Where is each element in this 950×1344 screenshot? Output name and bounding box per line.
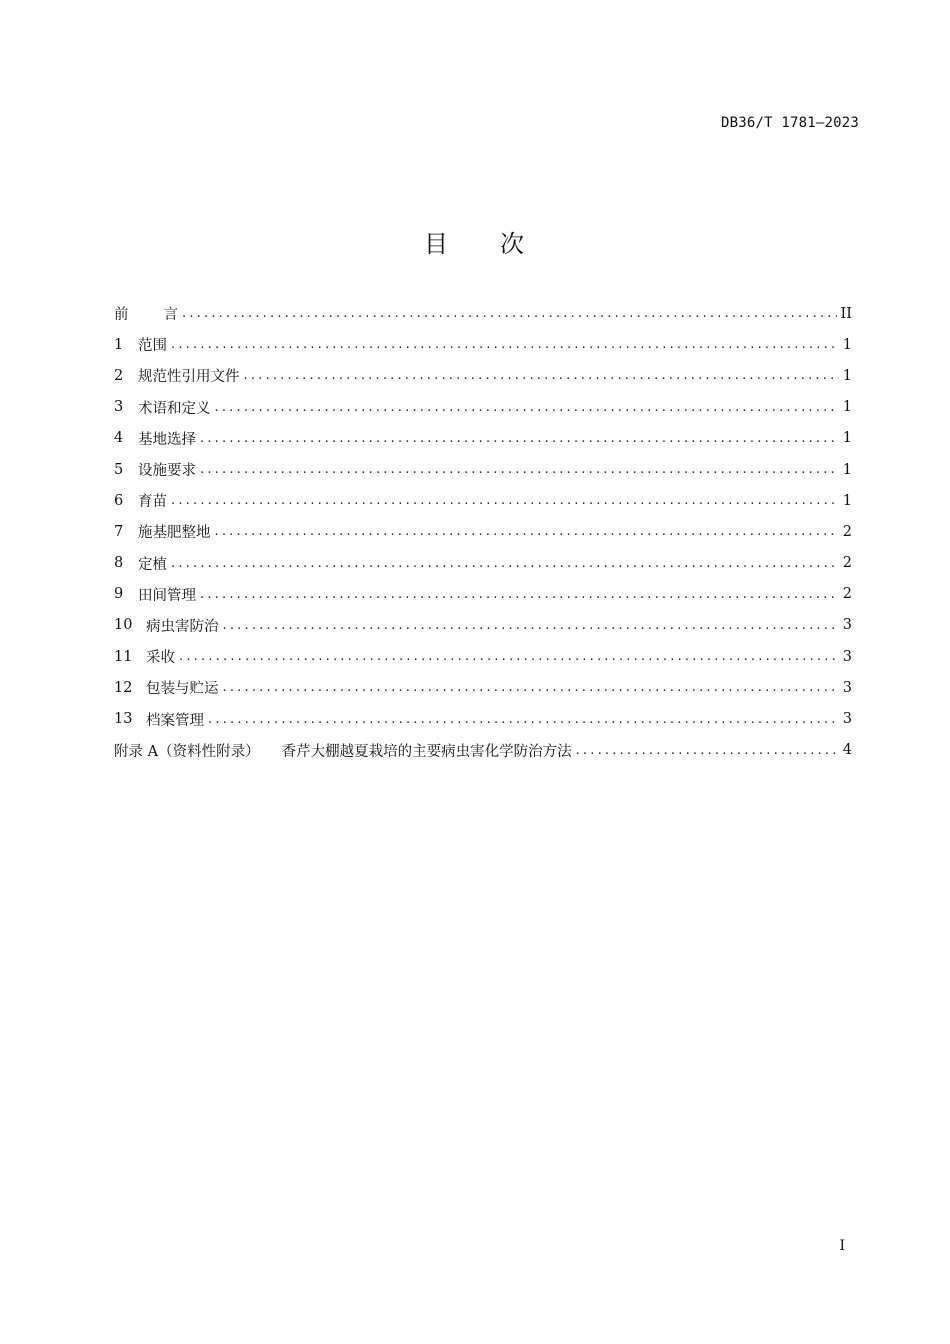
toc-entry-number: 7 xyxy=(114,523,124,540)
toc-leader-dots xyxy=(182,306,837,321)
toc-entry[interactable] xyxy=(114,485,852,516)
toc-entry-page: 3 xyxy=(842,648,852,665)
toc-entry-number: 3 xyxy=(114,399,124,416)
toc-entry-page: 1 xyxy=(842,367,852,384)
toc-leader-dots xyxy=(576,743,839,758)
toc-entry-number: 8 xyxy=(114,555,124,572)
toc-entry-label: 基地选择 xyxy=(138,431,196,448)
toc-leader-dots xyxy=(223,680,839,695)
toc-entry-page: 2 xyxy=(842,586,852,603)
toc-entry-number: 5 xyxy=(114,461,124,478)
toc-entry-page: 4 xyxy=(842,742,852,759)
toc-entry-page: 3 xyxy=(842,617,852,634)
toc-entry[interactable] xyxy=(114,329,852,360)
toc-leader-dots xyxy=(171,556,839,571)
toc-title xyxy=(0,224,950,259)
toc-entry-number: 6 xyxy=(114,492,124,509)
annex-prefix: 附录 A（资料性附录） xyxy=(114,743,260,760)
toc-entry-page: 1 xyxy=(842,430,852,447)
document-code: DB36/T 1781—2023 xyxy=(720,115,859,131)
toc-entry-label: 设施要求 xyxy=(138,463,196,480)
toc-entry-page: 1 xyxy=(842,399,852,416)
toc-entry[interactable] xyxy=(114,454,852,485)
toc-entry[interactable] xyxy=(114,610,852,641)
toc-entry-number: 4 xyxy=(114,430,124,447)
toc-leader-dots xyxy=(215,400,839,415)
toc-entry-number: 9 xyxy=(114,586,124,603)
toc-leader-dots xyxy=(200,587,839,602)
toc-entry[interactable] xyxy=(114,641,852,672)
toc-entry[interactable] xyxy=(114,423,852,454)
toc-entry[interactable] xyxy=(114,703,852,734)
toc-leader-dots xyxy=(244,368,839,383)
toc-leader-dots xyxy=(171,337,839,352)
toc-entry[interactable] xyxy=(114,516,852,547)
toc-entry-number: 12 xyxy=(114,679,133,696)
toc-entry-preface[interactable] xyxy=(114,298,852,329)
toc-entry-label: 术语和定义 xyxy=(138,400,211,417)
toc-entry-label: 采收 xyxy=(146,650,175,667)
toc-entry-annex-a[interactable] xyxy=(114,735,852,766)
toc-entry-label: 定植 xyxy=(138,556,167,573)
toc-entry[interactable] xyxy=(114,548,852,579)
toc-entry-label: 病虫害防治 xyxy=(146,618,219,635)
toc-entry-page: 2 xyxy=(842,523,852,540)
toc-entry-label: 施基肥整地 xyxy=(138,525,211,542)
toc-list xyxy=(114,298,852,766)
toc-entry-label: 田间管理 xyxy=(138,587,196,604)
annex-title: 香芹大棚越夏栽培的主要病虫害化学防治方法 xyxy=(281,743,572,760)
toc-entry-number: 13 xyxy=(114,711,133,728)
toc-entry-label: 前 言 xyxy=(114,307,178,324)
toc-leader-dots xyxy=(208,712,839,727)
toc-entry-page: 3 xyxy=(842,679,852,696)
toc-entry-page: II xyxy=(840,305,852,322)
toc-entry-label: 规范性引用文件 xyxy=(138,369,240,386)
toc-leader-dots xyxy=(171,493,839,508)
toc-entry-page: 2 xyxy=(842,555,852,572)
toc-entry[interactable] xyxy=(114,392,852,423)
toc-leader-dots xyxy=(200,431,839,446)
toc-entry[interactable] xyxy=(114,579,852,610)
toc-entry-label xyxy=(114,740,572,761)
toc-entry-page: 1 xyxy=(842,336,852,353)
toc-leader-dots xyxy=(223,618,839,633)
toc-entry[interactable] xyxy=(114,672,852,703)
toc-entry-number: 11 xyxy=(114,648,133,665)
toc-entry-label: 范围 xyxy=(138,338,167,355)
toc-entry-label: 包装与贮运 xyxy=(146,681,219,698)
toc-leader-dots xyxy=(200,462,839,477)
toc-entry-label: 档案管理 xyxy=(146,712,204,729)
toc-entry-label: 育苗 xyxy=(138,494,167,511)
toc-title-char-2: 次 xyxy=(500,230,526,258)
page-number: I xyxy=(839,1238,845,1254)
toc-entry[interactable] xyxy=(114,360,852,391)
toc-entry-page: 1 xyxy=(842,492,852,509)
toc-title-char-1: 目 xyxy=(424,230,450,258)
toc-entry-number: 1 xyxy=(114,336,124,353)
toc-leader-dots xyxy=(179,649,839,664)
toc-entry-number: 2 xyxy=(114,367,124,384)
toc-entry-number: 10 xyxy=(114,617,133,634)
toc-leader-dots xyxy=(215,524,839,539)
toc-entry-page: 1 xyxy=(842,461,852,478)
toc-entry-page: 3 xyxy=(842,711,852,728)
